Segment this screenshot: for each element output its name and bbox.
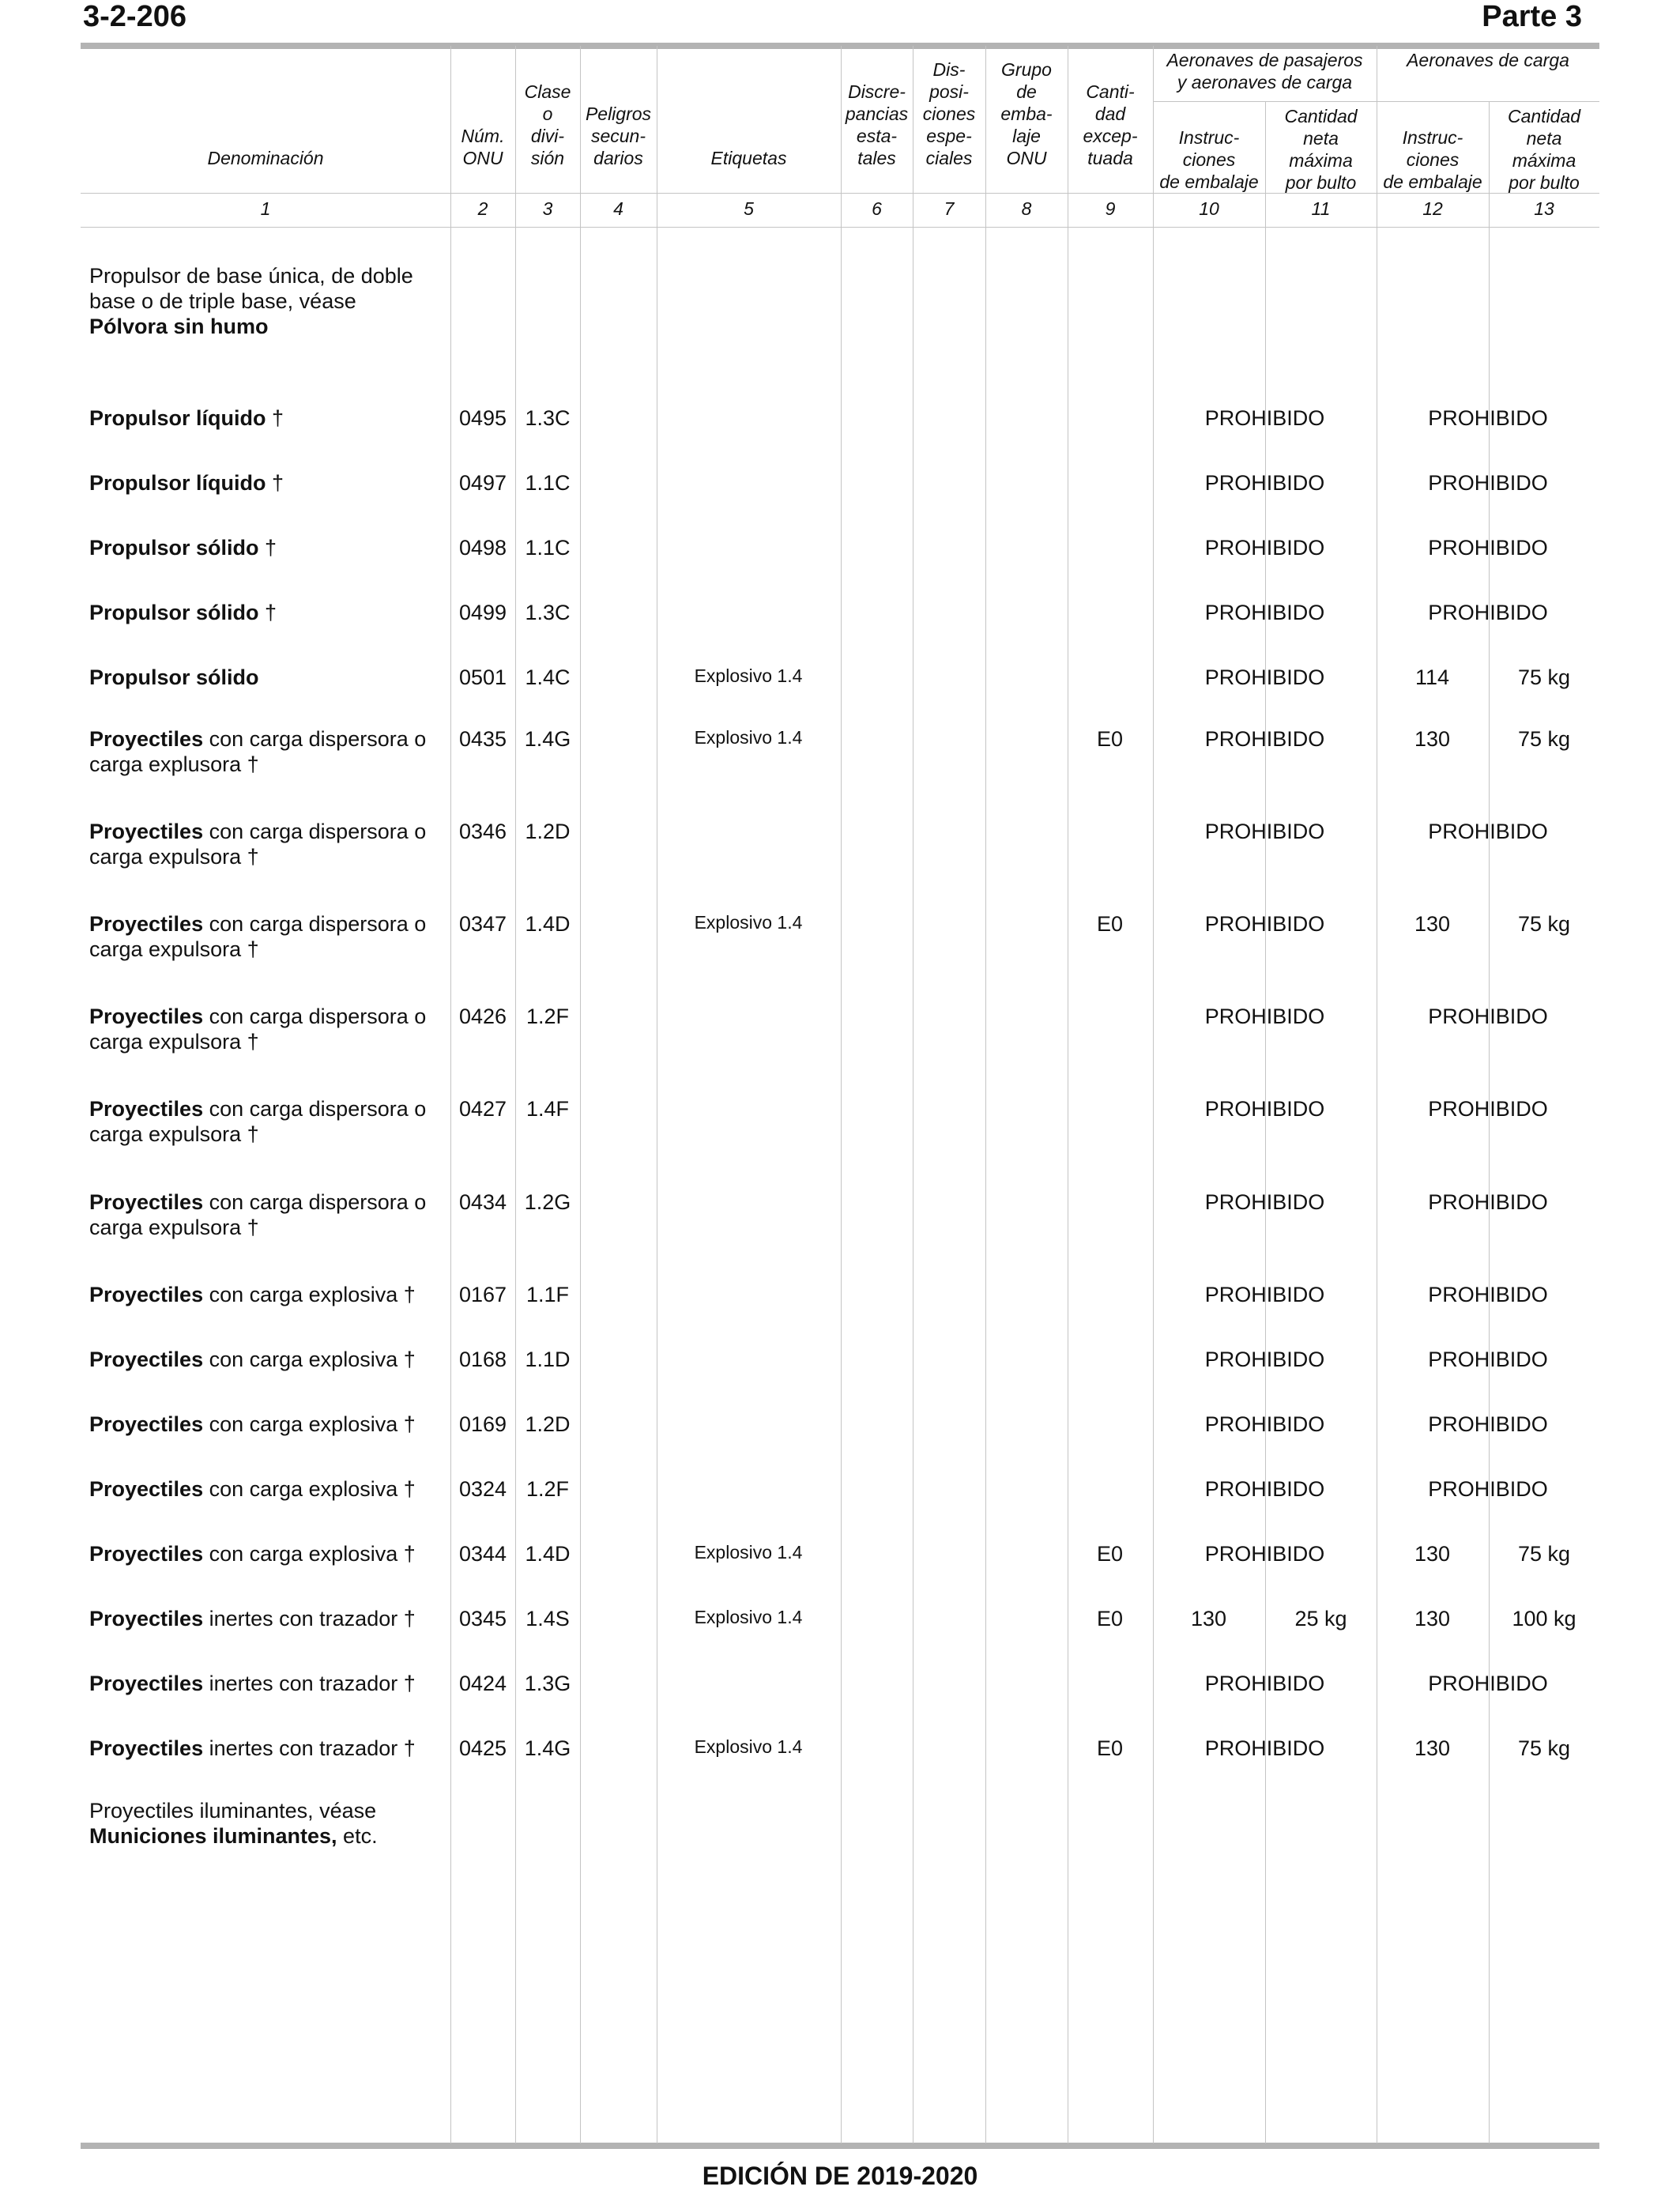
row-denominacion: Proyectiles con carga dispersora o carga expulsora †: [89, 912, 427, 961]
row-class: 1.4S: [525, 1607, 570, 1630]
row-un-number: 0169: [458, 1412, 507, 1436]
row-passenger-prohibited: PROHIBIDO: [1204, 1190, 1325, 1214]
row-passenger-prohibited: PROHIBIDO: [1204, 1542, 1325, 1566]
row-passenger-prohibited: PROHIBIDO: [1204, 1736, 1325, 1760]
row-denominacion: Proyectiles con carga dispersora o carga expulsora †: [89, 820, 427, 869]
row-denominacion: Proyectiles con carga dispersora o carga explusora †: [89, 727, 427, 776]
col-number: 6: [872, 198, 882, 219]
header-aeronaves-carga: Aeronaves de carga: [1407, 50, 1569, 70]
row-un-number: 0345: [458, 1607, 507, 1630]
row-class: 1.3G: [524, 1672, 571, 1695]
header-clase: Clase o divi- sión: [524, 81, 571, 168]
row-passenger-prohibited: PROHIBIDO: [1204, 820, 1325, 843]
row-label: Explosivo 1.4: [694, 912, 803, 933]
row-un-number: 0168: [458, 1348, 507, 1371]
row-class: 1.4D: [525, 1542, 571, 1566]
row-passenger-prohibited: PROHIBIDO: [1204, 1283, 1325, 1306]
row-cargo-instruction: 114: [1414, 665, 1450, 689]
row-cargo-prohibited: PROHIBIDO: [1428, 406, 1548, 430]
header-grupo: Grupo de emba- laje ONU: [1000, 59, 1053, 168]
row-cargo-prohibited: PROHIBIDO: [1428, 1348, 1548, 1371]
row-class: 1.4G: [524, 727, 571, 751]
row-class: 1.3C: [525, 406, 571, 430]
row-passenger-prohibited: PROHIBIDO: [1204, 1005, 1325, 1028]
row-excepted-quantity: E0: [1096, 1736, 1124, 1760]
col-number: 11: [1311, 198, 1331, 219]
row-passenger-prohibited: PROHIBIDO: [1204, 471, 1325, 495]
row-class: 1.4F: [525, 1097, 570, 1121]
row-cargo-prohibited: PROHIBIDO: [1428, 1283, 1548, 1306]
row-class: 1.1F: [525, 1283, 570, 1306]
row-class: 1.1C: [525, 471, 571, 495]
row-class: 1.4G: [524, 1736, 571, 1760]
header-etiquetas: Etiquetas: [710, 148, 787, 168]
header-peligros: Peligros secun- darios: [585, 104, 652, 168]
table-bottom-rule: [81, 2143, 1599, 2149]
row-denominacion: Propulsor sólido: [89, 665, 259, 689]
row-label: Explosivo 1.4: [694, 1542, 803, 1563]
col-number: 1: [260, 198, 271, 219]
header-cantidad-pax: Cantidad neta máxima por bulto: [1284, 106, 1358, 193]
row-denominacion: Propulsor líquido †: [89, 471, 284, 495]
col-number: 9: [1105, 198, 1116, 219]
row-class: 1.1D: [525, 1348, 571, 1371]
header-cantidad-carga: Cantidad neta máxima por bulto: [1507, 106, 1581, 193]
row-passenger-prohibited: PROHIBIDO: [1204, 536, 1325, 560]
col-divider: [515, 46, 516, 2143]
col-number: 4: [613, 198, 623, 219]
header-cantidad-exceptuada: Canti- dad excep- tuada: [1083, 81, 1138, 168]
row-cargo-instruction: 130: [1414, 1542, 1451, 1566]
row-un-number: 0346: [458, 820, 507, 843]
edition-footer: EDICIÓN DE 2019-2020: [702, 2162, 978, 2190]
col-divider: [1153, 46, 1154, 2143]
row-un-number: 0495: [458, 406, 507, 430]
row-passenger-prohibited: PROHIBIDO: [1204, 1672, 1325, 1695]
part-label: Parte 3: [1482, 0, 1582, 33]
row-passenger-prohibited: PROHIBIDO: [1204, 912, 1325, 936]
col-number: 7: [944, 198, 955, 219]
row-class: 1.2D: [525, 1412, 571, 1436]
row-denominacion: Propulsor sólido †: [89, 601, 277, 624]
row-cargo-prohibited: PROHIBIDO: [1428, 1005, 1548, 1028]
row-cargo-quantity: 75 kg: [1517, 1736, 1571, 1760]
row-un-number: 0499: [458, 601, 507, 624]
row-cargo-quantity: 100 kg: [1512, 1607, 1576, 1630]
row-un-number: 0426: [458, 1005, 507, 1028]
row-cargo-prohibited: PROHIBIDO: [1428, 601, 1548, 624]
page-number: 3-2-206: [83, 0, 186, 33]
row-excepted-quantity: E0: [1096, 727, 1124, 751]
row-cargo-prohibited: PROHIBIDO: [1428, 536, 1548, 560]
header-num-onu: Núm. ONU: [461, 126, 505, 168]
header-top-rule: [81, 43, 1599, 49]
row-label: Explosivo 1.4: [694, 1607, 803, 1627]
row-un-number: 0434: [458, 1190, 507, 1214]
row-cargo-instruction: 130: [1414, 912, 1451, 936]
row-class: 1.3C: [525, 601, 571, 624]
row-cargo-prohibited: PROHIBIDO: [1428, 820, 1548, 843]
row-label: Explosivo 1.4: [694, 665, 803, 686]
row-class: 1.2G: [524, 1190, 571, 1214]
row-class: 1.2F: [525, 1477, 570, 1501]
row-passenger-quantity: 25 kg: [1294, 1607, 1347, 1630]
row-cargo-prohibited: PROHIBIDO: [1428, 1477, 1548, 1501]
col-number: 5: [744, 198, 754, 219]
row-cargo-quantity: 75 kg: [1517, 727, 1571, 751]
row-un-number: 0427: [458, 1097, 507, 1121]
col-number: 13: [1534, 198, 1554, 219]
row-denominacion: Proyectiles con carga explosiva †: [89, 1477, 416, 1501]
row-passenger-instruction: 130: [1190, 1607, 1227, 1630]
row-passenger-prohibited: PROHIBIDO: [1204, 1097, 1325, 1121]
row-un-number: 0167: [458, 1283, 507, 1306]
col-number: 8: [1021, 198, 1032, 219]
row-denominacion: Proyectiles con carga dispersora o carga expulsora †: [89, 1097, 427, 1146]
row-passenger-prohibited: PROHIBIDO: [1204, 665, 1325, 689]
row-passenger-prohibited: PROHIBIDO: [1204, 406, 1325, 430]
header-denominacion: Denominación: [207, 148, 324, 168]
header-instrucciones-pax: Instruc- ciones de embalaje: [1159, 127, 1259, 192]
row-un-number: 0498: [458, 536, 507, 560]
row-un-number: 0497: [458, 471, 507, 495]
row-class: 1.2F: [525, 1005, 570, 1028]
col-divider: [580, 46, 581, 2143]
row-un-number: 0501: [458, 665, 507, 689]
row-cargo-instruction: 130: [1414, 727, 1451, 751]
col-number: 10: [1199, 198, 1219, 219]
row-cargo-instruction: 130: [1414, 1607, 1451, 1630]
row-denominacion: Proyectiles inertes con trazador †: [89, 1672, 416, 1695]
row-class: 1.1C: [525, 536, 571, 560]
cross-reference-note: Proyectiles iluminantes, véase Municiones iluminantes, etc.: [89, 1799, 378, 1848]
row-label: Explosivo 1.4: [694, 727, 803, 748]
row-passenger-prohibited: PROHIBIDO: [1204, 1412, 1325, 1436]
header-discrepancias: Discre- pancias esta- tales: [845, 81, 909, 168]
cross-reference-note: Propulsor de base única, de doble base o de triple base, véase Pólvora sin humo: [89, 264, 413, 338]
row-cargo-quantity: 75 kg: [1517, 665, 1571, 689]
row-cargo-quantity: 75 kg: [1517, 912, 1571, 936]
row-excepted-quantity: E0: [1096, 1607, 1124, 1630]
row-denominacion: Proyectiles con carga explosiva †: [89, 1412, 416, 1436]
row-denominacion: Proyectiles con carga explosiva †: [89, 1542, 416, 1566]
row-denominacion: Proyectiles con carga explosiva †: [89, 1283, 416, 1306]
row-passenger-prohibited: PROHIBIDO: [1204, 1348, 1325, 1371]
row-cargo-prohibited: PROHIBIDO: [1428, 1412, 1548, 1436]
row-un-number: 0324: [458, 1477, 507, 1501]
colnum-bottom-rule: [81, 227, 1599, 228]
row-class: 1.4D: [525, 912, 571, 936]
row-cargo-prohibited: PROHIBIDO: [1428, 1672, 1548, 1695]
row-class: 1.2D: [525, 820, 571, 843]
row-excepted-quantity: E0: [1096, 1542, 1124, 1566]
row-class: 1.4C: [525, 665, 571, 689]
row-denominacion: Proyectiles con carga explosiva †: [89, 1348, 416, 1371]
row-denominacion: Propulsor sólido †: [89, 536, 277, 560]
row-cargo-quantity: 75 kg: [1517, 1542, 1571, 1566]
col-number: 3: [542, 198, 553, 219]
row-passenger-prohibited: PROHIBIDO: [1204, 727, 1325, 751]
col-divider: [841, 46, 842, 2143]
row-passenger-prohibited: PROHIBIDO: [1204, 601, 1325, 624]
row-cargo-prohibited: PROHIBIDO: [1428, 471, 1548, 495]
row-cargo-instruction: 130: [1414, 1736, 1451, 1760]
row-un-number: 0425: [458, 1736, 507, 1760]
row-un-number: 0347: [458, 912, 507, 936]
row-denominacion: Proyectiles con carga dispersora o carga expulsora †: [89, 1190, 427, 1239]
row-un-number: 0435: [458, 727, 507, 751]
row-excepted-quantity: E0: [1096, 912, 1124, 936]
row-cargo-prohibited: PROHIBIDO: [1428, 1190, 1548, 1214]
row-passenger-prohibited: PROHIBIDO: [1204, 1477, 1325, 1501]
row-cargo-prohibited: PROHIBIDO: [1428, 1097, 1548, 1121]
col-divider: [985, 46, 986, 2143]
row-denominacion: Propulsor líquido †: [89, 406, 284, 430]
col-number: 12: [1422, 198, 1443, 219]
header-aeronaves-pasajeros: Aeronaves de pasajeros y aeronaves de carga: [1166, 50, 1363, 92]
row-denominacion: Proyectiles con carga dispersora o carga expulsora †: [89, 1005, 427, 1054]
col-number: 2: [477, 198, 488, 219]
header-instrucciones-carga: Instruc- ciones de embalaje: [1383, 127, 1482, 192]
row-denominacion: Proyectiles inertes con trazador †: [89, 1607, 416, 1630]
row-denominacion: Proyectiles inertes con trazador †: [89, 1736, 416, 1760]
row-label: Explosivo 1.4: [694, 1736, 803, 1757]
row-un-number: 0344: [458, 1542, 507, 1566]
row-un-number: 0424: [458, 1672, 507, 1695]
header-disposiciones: Dis- posi- ciones espe- ciales: [922, 59, 976, 168]
